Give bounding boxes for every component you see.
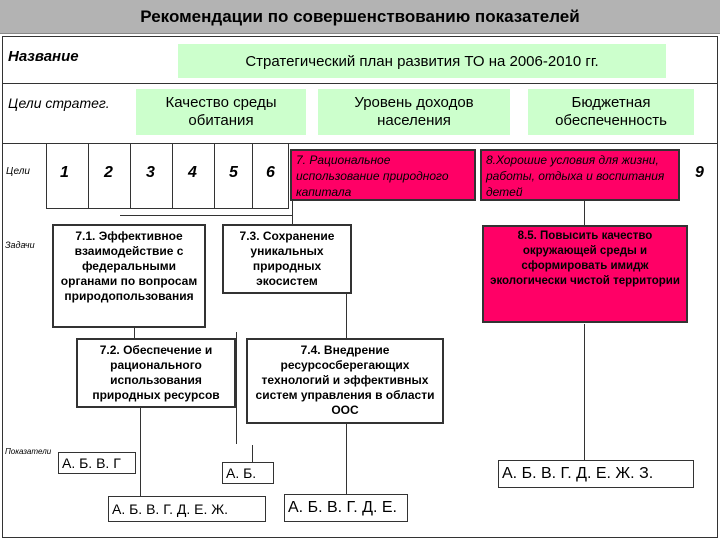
connector	[236, 332, 237, 444]
task-7-2: 7.2. Обеспечение и рационального использования природных ресурсов	[76, 338, 236, 408]
row-label-strategic-goals: Цели стратег.	[8, 95, 110, 111]
indicator-7-3: А. Б.	[222, 462, 274, 484]
indicator-8-5: А. Б. В. Г. Д. Е. Ж. З.	[498, 460, 694, 488]
indicator-7-2: А. Б. В. Г. Д. Е. Ж.	[108, 496, 266, 522]
connector	[292, 201, 293, 225]
connector	[140, 408, 141, 498]
plan-title: Стратегический план развития ТО на 2006-2010 гг.	[178, 44, 666, 78]
row-divider	[2, 143, 718, 144]
strategic-goal-budget: Бюджетная обеспеченность	[528, 89, 694, 135]
goal-6: 6	[266, 164, 275, 181]
goal-5: 5	[229, 164, 238, 181]
goal-3: 3	[146, 164, 155, 181]
row-divider	[2, 83, 718, 84]
goal-7: 7. Рациональное использование природного капитала	[290, 149, 476, 201]
task-7-4: 7.4. Внедрение ресурсосберегающих технологий и эффективных систем управления в области ООС	[246, 338, 444, 424]
row-label-goals: Цели	[6, 166, 30, 177]
goal-2: 2	[104, 164, 113, 181]
row-label-indicators: Показатели	[5, 447, 52, 456]
goal-1: 1	[60, 164, 69, 181]
strategic-goal-environment: Качество среды обитания	[136, 89, 306, 135]
column-divider	[88, 143, 89, 209]
connector	[346, 424, 347, 496]
goal-8: 8.Хорошие условия для жизни, работы, отдыха и воспитания детей	[480, 149, 680, 201]
goals-row-bottom	[46, 208, 288, 209]
task-7-3: 7.3. Сохранение уникальных природных экосистем	[222, 224, 352, 294]
connector	[252, 445, 253, 463]
row-label-name: Название	[8, 48, 79, 65]
connector	[584, 201, 585, 225]
column-divider	[130, 143, 131, 209]
indicator-7-4: А. Б. В. Г. Д. Е.	[284, 494, 408, 522]
row-label-tasks: Задачи	[5, 240, 35, 250]
column-divider	[46, 143, 47, 209]
connector	[346, 292, 347, 338]
page-title: Рекомендации по совершенствованию показателей	[0, 0, 720, 34]
column-divider	[288, 143, 289, 209]
goal-4: 4	[188, 164, 197, 181]
goal-9: 9	[695, 164, 704, 181]
indicator-7-1: А. Б. В. Г	[58, 452, 136, 474]
column-divider	[252, 143, 253, 209]
task-8-5: 8.5. Повысить качество окружающей среды и сформировать имидж экологически чистой территории	[482, 225, 688, 323]
column-divider	[172, 143, 173, 209]
strategic-goal-income: Уровень доходов населения	[318, 89, 510, 135]
column-divider	[214, 143, 215, 209]
connector	[584, 324, 585, 460]
task-7-1: 7.1. Эффективное взаимодействие с федеральными органами по вопросам природопользования	[52, 224, 206, 328]
connector	[120, 215, 292, 216]
